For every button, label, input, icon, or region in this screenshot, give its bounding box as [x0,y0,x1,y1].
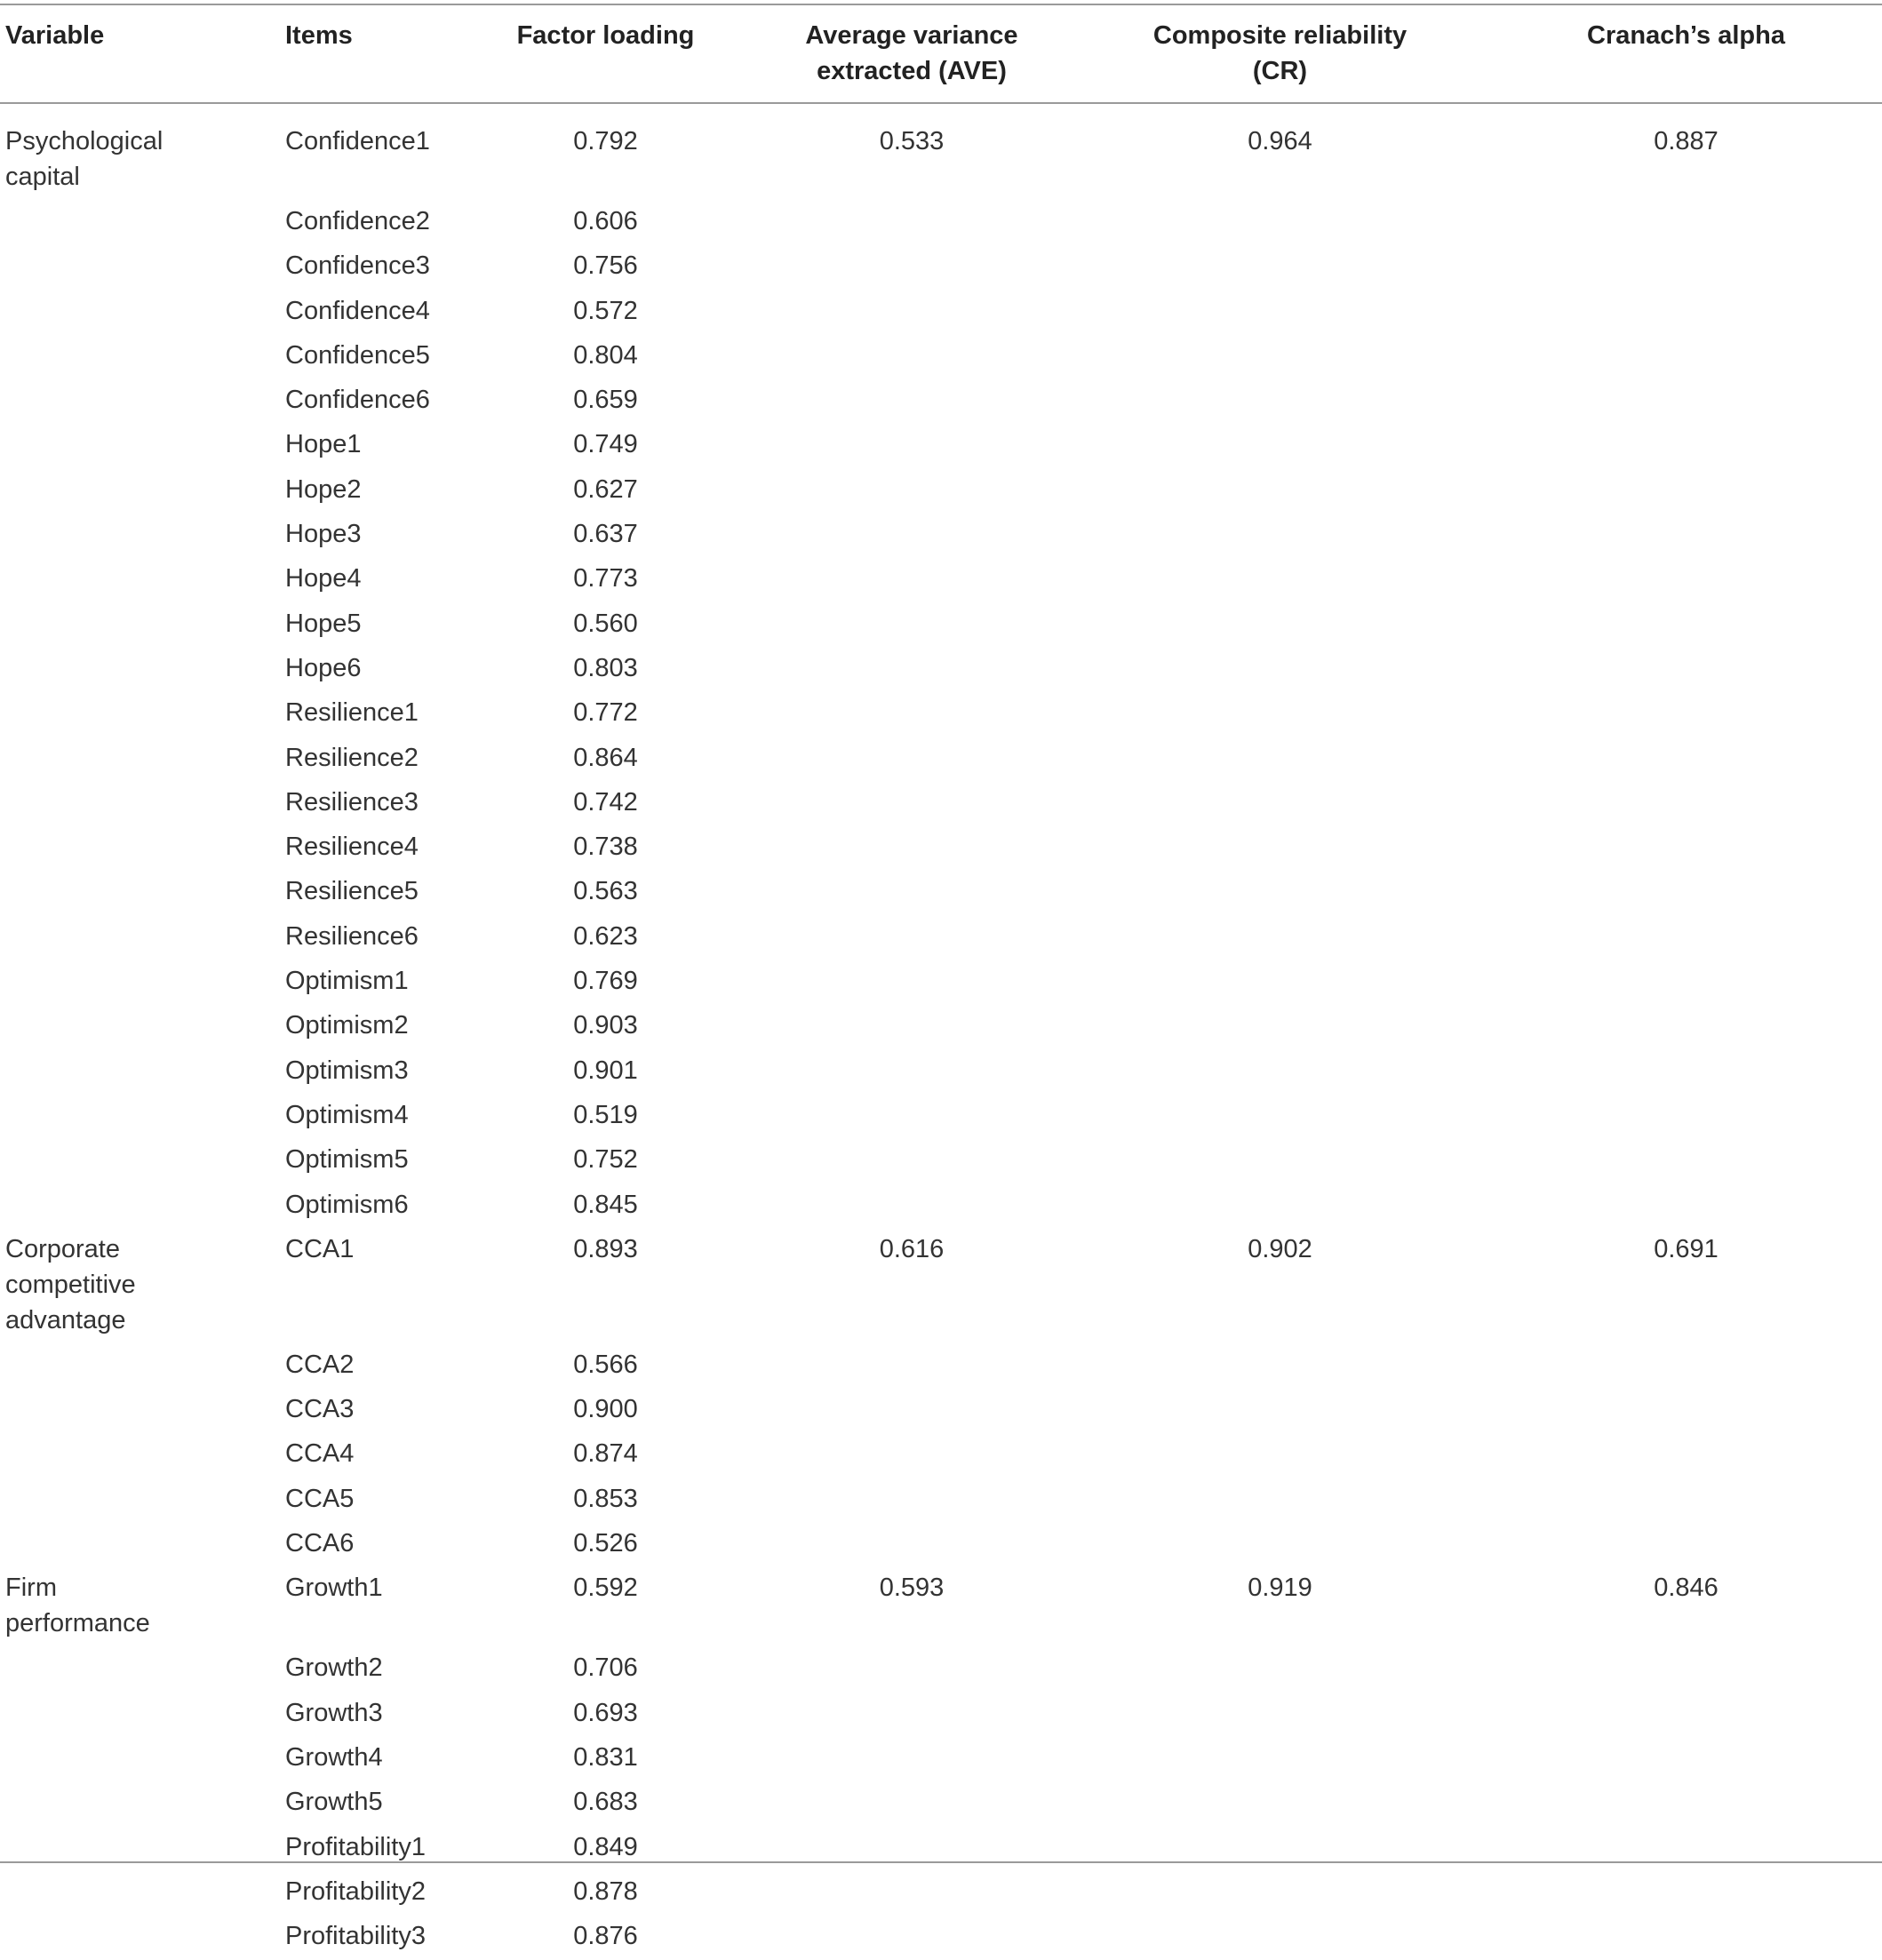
variable-cell [0,558,280,602]
item-cell: Hope6 [285,653,362,682]
table-row [0,1871,1882,1916]
column-header-cr [1070,5,1490,115]
ave-cell [754,335,1070,379]
table-row [0,648,1882,692]
table-row [0,1693,1882,1737]
variable-cell [0,916,280,960]
column-header-ave-line1: Average variance [805,21,1018,50]
ave-cell: 0.533 [879,127,945,155]
ave-cell [754,648,1070,692]
header-row [0,5,1882,115]
table-row [0,1737,1882,1781]
table-row [0,826,1882,871]
variable-cell [0,514,280,558]
factor-loading-cell: 0.893 [573,1234,638,1263]
variable-name-line: advantage [5,1305,126,1335]
table-row [0,335,1882,379]
item-cell: Growth3 [285,1698,383,1727]
variable-cell [0,1229,280,1344]
cr-cell [1070,1827,1490,1871]
variable-cell [0,1478,280,1523]
factor-loading-cell: 0.706 [573,1653,638,1683]
item-cell: Resilience6 [285,921,419,951]
cr-cell [1070,1737,1490,1781]
alpha-cell [1490,1184,1882,1229]
table-row [0,1827,1882,1871]
cr-cell [1070,558,1490,602]
table-row [0,1647,1882,1692]
factor-loading-cell: 0.878 [573,1876,638,1906]
factor-loading-cell: 0.769 [573,967,638,996]
factor-loading-cell: 0.792 [573,127,638,155]
alpha-cell [1490,424,1882,468]
cr-cell [1070,335,1490,379]
column-header-items: Items [285,21,353,50]
ave-cell [754,737,1070,782]
cr-cell [1070,603,1490,648]
alpha-cell [1490,245,1882,290]
variable-name-line: Firm [5,1574,57,1603]
alpha-cell [1490,1781,1882,1826]
cr-cell [1070,916,1490,960]
cr-cell [1070,1647,1490,1692]
factor-loading-cell: 0.864 [573,743,638,772]
variable-cell [0,603,280,648]
cr-cell [1070,514,1490,558]
variable-cell [0,782,280,826]
table-row [0,469,1882,514]
ave-cell [754,960,1070,1005]
alpha-cell [1490,782,1882,826]
table-row [0,1184,1882,1229]
factor-loading-cell: 0.772 [573,698,638,728]
factor-loading-cell: 0.693 [573,1698,638,1727]
variable-cell [0,245,280,290]
column-header-ave-line2: extracted (AVE) [817,57,1007,85]
factor-loading-cell: 0.606 [573,207,638,235]
ave-cell [754,424,1070,468]
table-row [0,1478,1882,1523]
alpha-cell [1490,558,1882,602]
table-row [0,1229,1882,1344]
variable-cell [0,1139,280,1183]
cr-cell [1070,1693,1490,1737]
alpha-cell [1490,737,1882,782]
table-row [0,245,1882,290]
factor-loading-cell: 0.831 [573,1742,638,1772]
cr-cell [1070,1184,1490,1229]
factor-loading-cell: 0.752 [573,1145,638,1175]
ave-cell [754,1781,1070,1826]
cr-cell: 0.964 [1248,127,1312,155]
item-cell: Optimism2 [285,1011,409,1040]
ave-cell [754,514,1070,558]
table-row [0,1567,1882,1647]
alpha-cell [1490,1050,1882,1095]
item-cell: Confidence6 [285,386,430,415]
ave-cell [754,1139,1070,1183]
alpha-cell [1490,1693,1882,1737]
factor-loading-cell: 0.566 [573,1350,638,1379]
item-cell: Resilience3 [285,787,419,817]
factor-loading-cell: 0.592 [573,1574,638,1603]
alpha-cell [1490,648,1882,692]
cr-cell [1070,1344,1490,1389]
ave-cell [754,1389,1070,1433]
variable-cell [0,1433,280,1478]
cr-cell [1070,1139,1490,1183]
item-cell: Confidence4 [285,296,430,325]
alpha-cell [1490,291,1882,335]
item-cell: CCA6 [285,1529,355,1558]
item-cell: Optimism1 [285,967,409,996]
factor-loading-cell: 0.742 [573,787,638,817]
table-row [0,603,1882,648]
ave-cell [754,379,1070,424]
ave-cell [754,1433,1070,1478]
item-cell: CCA1 [285,1234,355,1263]
item-cell: Confidence5 [285,340,430,370]
cr-cell [1070,737,1490,782]
item-cell: Hope2 [285,474,362,504]
variable-cell [0,1647,280,1692]
alpha-cell [1490,826,1882,871]
alpha-cell [1490,1916,1882,1960]
variable-cell [0,871,280,915]
ave-cell [754,871,1070,915]
factor-loading-cell: 0.874 [573,1439,638,1469]
cr-cell [1070,782,1490,826]
ave-cell [754,1647,1070,1692]
cr-cell [1070,245,1490,290]
variable-name-line: competitive [5,1270,136,1299]
column-header-variable: Variable [5,21,105,50]
cr-cell [1070,1095,1490,1139]
variable-cell [0,1871,280,1916]
cr-cell [1070,469,1490,514]
alpha-cell [1490,1389,1882,1433]
variable-cell [0,737,280,782]
factor-loading-cell: 0.623 [573,921,638,951]
variable-cell [0,960,280,1005]
alpha-cell [1490,692,1882,737]
ave-cell: 0.593 [879,1574,945,1603]
factor-loading-cell: 0.901 [573,1056,638,1085]
alpha-cell [1490,514,1882,558]
factor-loading-cell: 0.900 [573,1395,638,1424]
variable-cell [0,469,280,514]
column-header-ave [754,5,1070,115]
cr-cell [1070,1389,1490,1433]
alpha-cell [1490,603,1882,648]
factor-loading-cell: 0.659 [573,386,638,415]
variable-cell [0,1184,280,1229]
item-cell: Confidence3 [285,251,430,281]
cr-cell [1070,291,1490,335]
cr-cell [1070,1781,1490,1826]
factor-loading-cell: 0.563 [573,877,638,906]
table-row [0,1916,1882,1960]
alpha-cell [1490,1478,1882,1523]
table-row [0,1095,1882,1139]
ave-cell [754,1693,1070,1737]
ave-cell [754,1827,1070,1871]
cr-cell [1070,1433,1490,1478]
item-cell: Resilience1 [285,698,419,728]
alpha-cell: 0.887 [1654,127,1719,155]
alpha-cell [1490,469,1882,514]
table-row [0,871,1882,915]
item-cell: Growth1 [285,1574,383,1603]
item-cell: Profitability2 [285,1876,426,1906]
alpha-cell [1490,1737,1882,1781]
table-row [0,558,1882,602]
cr-cell [1070,1523,1490,1567]
cr-cell [1070,871,1490,915]
item-cell: Hope1 [285,430,362,459]
alpha-cell [1490,1005,1882,1049]
item-cell: Profitability1 [285,1832,426,1861]
factor-loading-cell: 0.572 [573,296,638,325]
variable-name-line: performance [5,1609,150,1638]
alpha-cell [1490,1344,1882,1389]
ave-cell [754,469,1070,514]
table-row [0,1523,1882,1567]
ave-cell [754,1523,1070,1567]
variable-cell [0,1344,280,1389]
item-cell: CCA3 [285,1395,355,1424]
factor-loading-cell: 0.773 [573,564,638,594]
table-row [0,514,1882,558]
cr-cell: 0.919 [1248,1574,1312,1603]
variable-cell [0,291,280,335]
cr-cell [1070,1916,1490,1960]
table-row [0,379,1882,424]
table-row [0,291,1882,335]
variable-cell [0,379,280,424]
table-row [0,692,1882,737]
variable-cell [0,1389,280,1433]
factor-loading-cell: 0.560 [573,609,638,638]
table-row [0,1005,1882,1049]
item-cell: Hope3 [285,520,362,549]
column-header-cr-line1: Composite reliability [1152,21,1408,50]
table-body [0,115,1882,1960]
cr-cell: 0.902 [1248,1234,1312,1263]
cr-cell [1070,648,1490,692]
variable-cell [0,1693,280,1737]
ave-cell [754,558,1070,602]
table-header [0,5,1882,115]
table-row [0,1781,1882,1826]
alpha-cell [1490,1647,1882,1692]
table-row [0,424,1882,468]
factor-loading-cell: 0.803 [573,653,638,682]
ave-cell [754,1478,1070,1523]
factor-loading-cell: 0.849 [573,1832,638,1861]
variable-cell [0,115,280,201]
alpha-cell: 0.691 [1654,1234,1719,1263]
alpha-cell: 0.846 [1654,1574,1719,1603]
ave-cell [754,1095,1070,1139]
ave-cell [754,1737,1070,1781]
variable-cell [0,335,280,379]
item-cell: Confidence2 [285,207,430,235]
cr-cell [1070,379,1490,424]
table-row [0,201,1882,245]
factor-loading-cell: 0.845 [573,1190,638,1219]
variable-cell [0,1567,280,1647]
table-row [0,737,1882,782]
table-row [0,1050,1882,1095]
variable-cell [0,1916,280,1960]
variable-name-line: capital [5,163,80,191]
variable-cell [0,1827,280,1871]
cr-cell [1070,1871,1490,1916]
table-row [0,916,1882,960]
ave-cell [754,1050,1070,1095]
variable-cell [0,1737,280,1781]
table-row [0,1389,1882,1433]
cr-cell [1070,1478,1490,1523]
item-cell: Resilience5 [285,877,419,906]
alpha-cell [1490,871,1882,915]
item-cell: Growth2 [285,1653,383,1683]
variable-cell [0,201,280,245]
variable-name-line: Psychological [5,127,163,155]
cr-cell [1070,1005,1490,1049]
alpha-cell [1490,1523,1882,1567]
ave-cell [754,826,1070,871]
item-cell: Optimism6 [285,1190,409,1219]
column-header-cr-line2: (CR) [1252,57,1308,85]
variable-cell [0,1095,280,1139]
variable-cell [0,1523,280,1567]
variable-cell [0,826,280,871]
cr-cell [1070,960,1490,1005]
ave-cell [754,1344,1070,1389]
item-cell: Optimism5 [285,1145,409,1175]
ave-cell [754,782,1070,826]
measurement-model-table [0,5,1882,1960]
variable-cell [0,1781,280,1826]
variable-cell [0,1050,280,1095]
table-row [0,960,1882,1005]
alpha-cell [1490,379,1882,424]
cr-cell [1070,692,1490,737]
factor-loading-cell: 0.903 [573,1011,638,1040]
item-cell: Hope4 [285,564,362,594]
factor-loading-cell: 0.637 [573,520,638,549]
factor-loading-cell: 0.853 [573,1484,638,1513]
item-cell: Optimism3 [285,1056,409,1085]
variable-cell [0,648,280,692]
item-cell: Resilience4 [285,833,419,862]
ave-cell [754,201,1070,245]
table-row [0,115,1882,201]
factor-loading-cell: 0.876 [573,1922,638,1951]
alpha-cell [1490,201,1882,245]
alpha-cell [1490,1095,1882,1139]
table-row [0,1433,1882,1478]
alpha-cell [1490,916,1882,960]
ave-cell: 0.616 [879,1234,945,1263]
item-cell: Profitability3 [285,1922,426,1951]
variable-cell [0,1005,280,1049]
factor-loading-cell: 0.519 [573,1100,638,1129]
item-cell: Growth4 [285,1742,383,1772]
ave-cell [754,245,1070,290]
item-cell: Growth5 [285,1788,383,1817]
item-cell: Resilience2 [285,743,419,772]
table-row [0,1344,1882,1389]
column-header-alpha: Cranach’s alpha [1587,21,1785,50]
ave-cell [754,291,1070,335]
factor-loading-cell: 0.749 [573,430,638,459]
alpha-cell [1490,1139,1882,1183]
table-row [0,782,1882,826]
ave-cell [754,1871,1070,1916]
item-cell: CCA4 [285,1439,355,1469]
item-cell: CCA2 [285,1350,355,1379]
item-cell: Optimism4 [285,1100,409,1129]
cr-cell [1070,424,1490,468]
ave-cell [754,1184,1070,1229]
item-cell: CCA5 [285,1484,355,1513]
alpha-cell [1490,1871,1882,1916]
ave-cell [754,916,1070,960]
factor-loading-cell: 0.683 [573,1788,638,1817]
cr-cell [1070,1050,1490,1095]
table-row [0,1139,1882,1183]
factor-loading-cell: 0.627 [573,474,638,504]
cr-cell [1070,201,1490,245]
table-bottom-rule [0,1861,1882,1863]
factor-loading-cell: 0.804 [573,340,638,370]
factor-loading-cell: 0.526 [573,1529,638,1558]
cr-cell [1070,826,1490,871]
alpha-cell [1490,1827,1882,1871]
variable-cell [0,424,280,468]
alpha-cell [1490,1433,1882,1478]
ave-cell [754,1005,1070,1049]
alpha-cell [1490,335,1882,379]
alpha-cell [1490,960,1882,1005]
variable-name-line: Corporate [5,1234,120,1263]
factor-loading-cell: 0.738 [573,833,638,862]
factor-loading-cell: 0.756 [573,251,638,281]
ave-cell [754,1916,1070,1960]
ave-cell [754,603,1070,648]
column-header-factor-loading: Factor loading [516,21,695,50]
ave-cell [754,692,1070,737]
variable-cell [0,692,280,737]
item-cell: Confidence1 [285,127,430,155]
item-cell: Hope5 [285,609,362,638]
